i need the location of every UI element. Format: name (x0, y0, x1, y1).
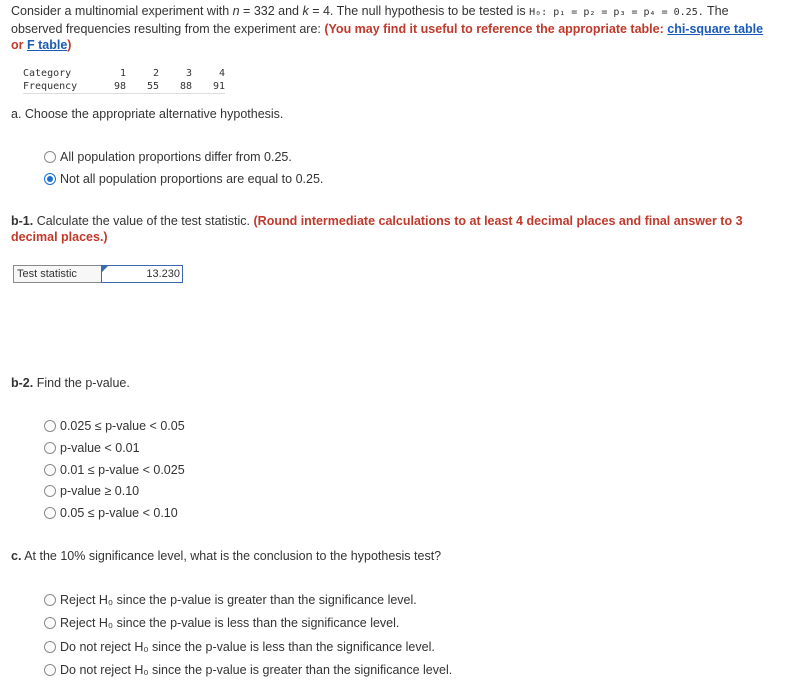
option-label: 0.05 ≤ p-value < 0.10 (60, 506, 178, 520)
part-c-option-2[interactable] (44, 615, 399, 631)
rounding-note: (Round intermediate calculations to at least 4 decimal places and final answer to 3 (253, 214, 743, 228)
part-b2-option-2[interactable] (44, 440, 140, 456)
radio-button[interactable] (44, 664, 56, 676)
part-b2-option-1[interactable] (44, 418, 185, 434)
intro-text: Consider a multinomial experiment with (11, 4, 233, 18)
null-hypothesis: H₀: p₁ = p₂ = p₃ = p₄ = 0.25. (529, 7, 704, 18)
test-statistic-label: Test statistic (13, 265, 101, 283)
option-label: p-value ≥ 0.10 (60, 484, 140, 498)
part-b1-text: Calculate the value of the test statistic. (33, 214, 254, 228)
part-b2-prompt (11, 375, 130, 391)
part-b2-option-5[interactable] (44, 505, 178, 521)
category-cell: 3 (185, 68, 192, 79)
radio-button[interactable] (44, 485, 56, 497)
part-c-option-1[interactable] (44, 592, 417, 608)
rounding-note-line2: decimal places.) (11, 230, 108, 244)
frequency-cell: 98 (93, 80, 126, 94)
frequency-label: Frequency (23, 80, 93, 94)
option-label: 0.01 ≤ p-value < 0.025 (60, 463, 185, 477)
intro-observed-text: observed frequencies resulting from the experiment are: (11, 22, 325, 36)
category-cell: 1 (119, 68, 126, 79)
option-label: Not all population proportions are equal to 0.25. (60, 172, 324, 186)
part-c-option-3[interactable] (44, 639, 435, 655)
category-label: Category (23, 68, 72, 79)
part-b2-number: b-2. (11, 376, 34, 390)
radio-button-selected[interactable] (44, 173, 56, 185)
test-statistic-input[interactable] (101, 265, 183, 283)
radio-button[interactable] (44, 641, 56, 653)
part-a-prompt: a. Choose the appropriate alternative hypothesis. (11, 107, 284, 121)
table-hint-close: ) (67, 38, 72, 52)
part-c-prompt (11, 548, 441, 564)
part-b2-text: Find the p-value. (33, 376, 130, 390)
category-cell: 2 (152, 68, 159, 79)
radio-button[interactable] (44, 507, 56, 519)
n-variable: n (232, 4, 240, 18)
frequency-cell: 91 (192, 80, 225, 94)
option-label: 0.025 ≤ p-value < 0.05 (60, 419, 185, 433)
table-hint-or: or (11, 38, 27, 52)
frequency-cell: 88 (159, 80, 192, 94)
frequency-table (23, 67, 225, 94)
f-table-link[interactable]: F table (26, 38, 68, 52)
test-statistic-value: 13.230 (146, 268, 180, 280)
part-c-option-4[interactable] (44, 662, 452, 678)
frequency-cell: 55 (126, 80, 159, 94)
part-a-option-2[interactable] (44, 171, 323, 187)
intro-k-text: = 4. The null hypothesis to be tested is (308, 4, 530, 18)
part-a-option-1[interactable] (44, 149, 292, 165)
radio-button[interactable] (44, 420, 56, 432)
radio-button[interactable] (44, 464, 56, 476)
option-label: Do not reject H₀ since the p-value is less than the significance level. (60, 640, 435, 654)
answer-flag-icon (102, 266, 108, 272)
part-b2-option-4[interactable] (44, 483, 139, 499)
option-label: p-value < 0.01 (60, 441, 140, 455)
intro-n-text: = 332 and (239, 4, 303, 18)
option-label: Do not reject H₀ since the p-value is greater than the significance level. (60, 663, 453, 677)
problem-intro (11, 3, 791, 53)
part-b1-prompt (11, 213, 743, 229)
radio-button[interactable] (44, 594, 56, 606)
table-hint: (You may find it useful to reference the appropriate table: (324, 22, 668, 36)
option-label: Reject H₀ since the p-value is less than the significance level. (60, 616, 400, 630)
intro-the: The (703, 4, 729, 18)
part-c-number: c. (11, 549, 22, 563)
radio-button[interactable] (44, 442, 56, 454)
radio-button[interactable] (44, 617, 56, 629)
part-b2-option-3[interactable] (44, 462, 185, 478)
option-label: All population proportions differ from 0.25. (60, 150, 292, 164)
part-c-text: At the 10% significance level, what is the conclusion to the hypothesis test? (21, 549, 442, 563)
chi-square-table-link[interactable]: chi-square table (667, 22, 764, 36)
k-variable: k (302, 4, 309, 18)
radio-button[interactable] (44, 151, 56, 163)
frequency-row (23, 80, 225, 94)
test-statistic-row (13, 265, 183, 283)
category-cell: 4 (218, 68, 225, 79)
part-b1-number: b-1. (11, 214, 34, 228)
option-label: Reject H₀ since the p-value is greater than the significance level. (60, 593, 417, 607)
category-row (23, 67, 225, 80)
